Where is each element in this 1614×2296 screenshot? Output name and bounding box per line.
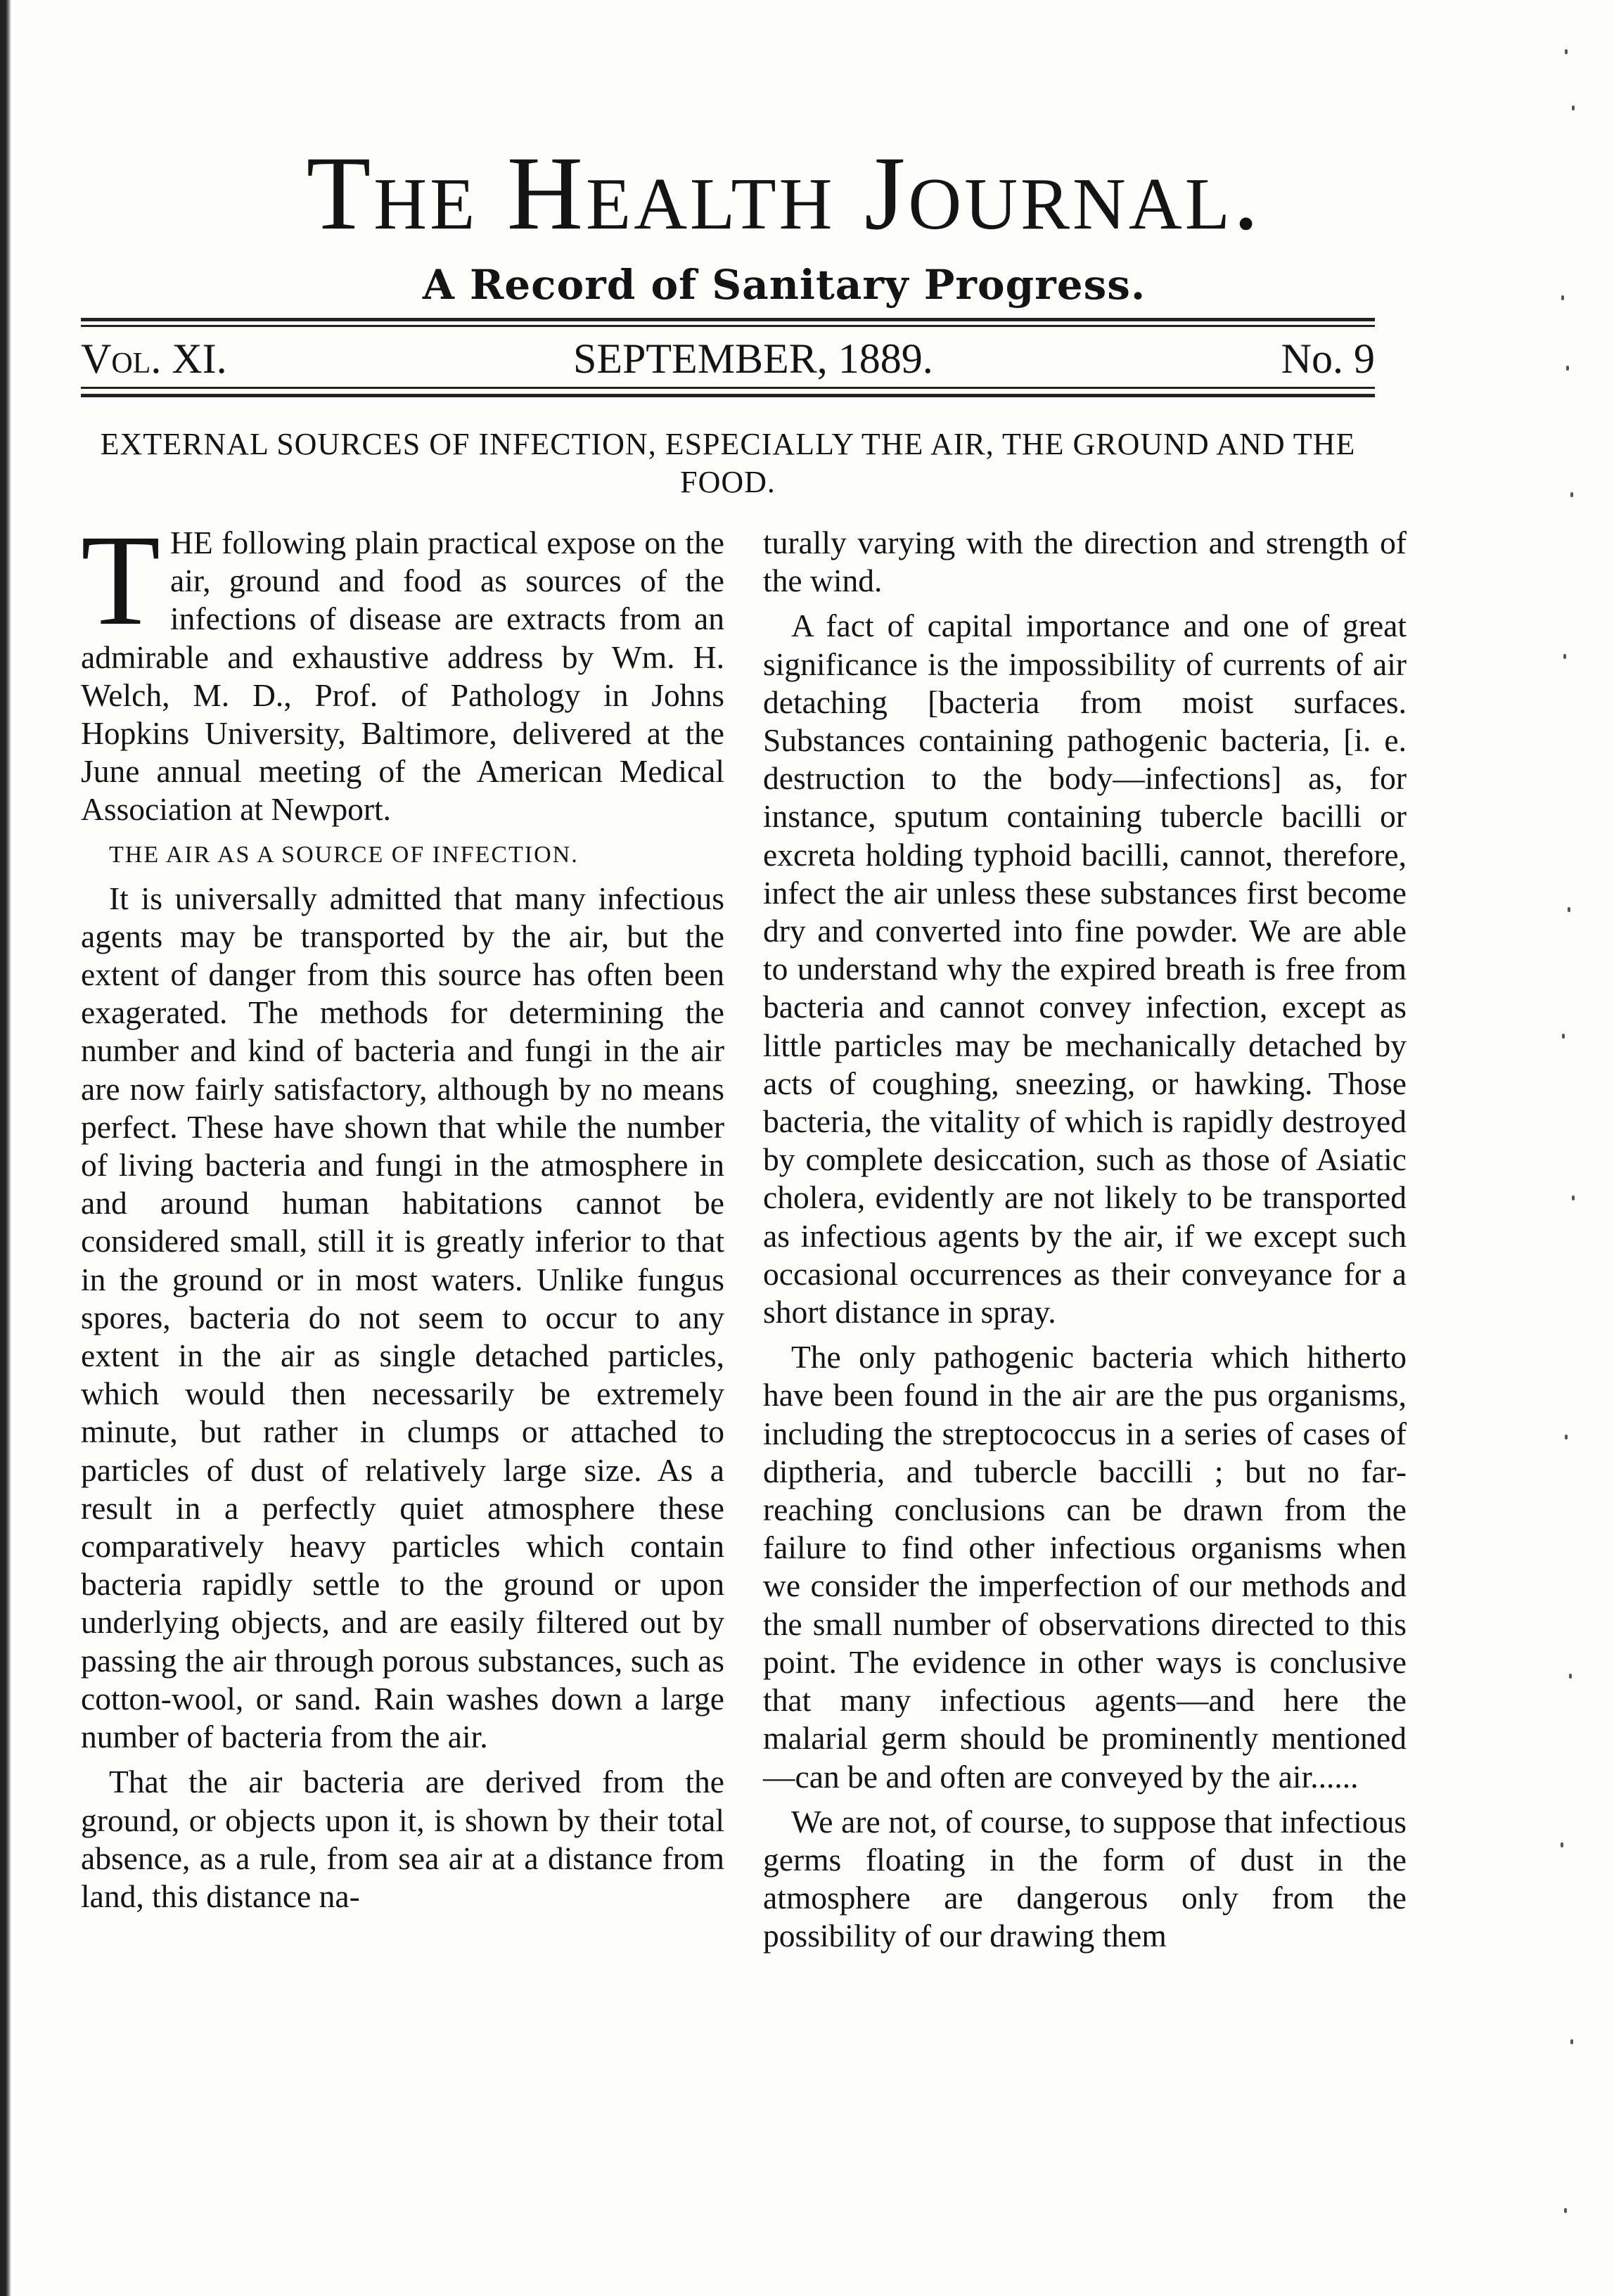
binding-edge: [0, 0, 11, 2296]
dateline-rule-inner: [81, 387, 1375, 389]
left-column: [81, 508, 724, 2212]
section-heading: THE AIR AS A SOURCE OF INFECTION.: [109, 841, 579, 868]
intro-paragraph: [81, 508, 724, 829]
right-column: [763, 524, 1407, 2212]
left-paragraph-1: It is universally admitted that many infectious agents may be transported by the air, but the extent of danger from this source has often been exagerated. The methods for determining the number and kind of bacteria and fungi in the air are now fairly satisfactory, although by no means perfect. These have shown that while the number of living bacteria and fungi in the atmosphere in and around human habitations cannot be considered small, still it is greatly inferior to that in the ground or in most waters. Unlike fungus spores, bacteria do not seem to occur to any extent in the air as single detached particles, which would then necessarily be extremely minute, but rather in clumps or attached to particles of dust of relatively large size. As a result in a perfectly quiet atmosphere these comparatively heavy particles which contain bacteria rapidly settle to the ground or upon underlying objects, and are easily filtered out by passing the air through porous substances, such as cotton-wool, or sand. Rain washes down a large number of bacteria from the air.: [81, 880, 724, 1755]
right-paragraph-4: We are not, of course, to suppose that infectious germs floating in the form of dust in the atmosphere are dangerous only from the possibility of our drawing them: [763, 1803, 1407, 1954]
masthead-rule-top-inner: [81, 325, 1375, 327]
left-paragraph-2: That the air bacteria are derived from the ground, or objects upon it, is shown by their total absence, as a rule, from sea air at a distance from land, this distance na-: [81, 1764, 724, 1914]
right-paragraph-1: turally varying with the direction and strength of the wind.: [763, 525, 1407, 599]
drop-cap: T: [81, 508, 161, 653]
dateline: [81, 334, 1375, 383]
masthead-title: The Health Journal.: [306, 135, 1262, 252]
issue-number: No. 9: [1281, 335, 1375, 382]
intro-text: HE following plain practical expose on the air, ground and food as sources of the infections of disease are extracts from an admirable and exhaustive address by Wm. H. Welch, M. D., Prof. of Pathology in Johns Hopkins University, Baltimore, delivered at the June annual meeting of the American Medical Association at Newport.: [81, 525, 724, 828]
issue-date: SEPTEMBER, 1889.: [573, 335, 933, 382]
right-paragraph-2: A fact of capital importance and one of great significance is the impossibility of currents of air detaching [bacteria from moist surfaces. Substances containing pathogenic bacteria, [i. e. destruction to the body—infections] as, for instance, sputum containing tubercle bacilli or excreta holding typhoid bacilli, cannot, therefore, infect the air unless these substances first become dry and converted into fine powder. We are able to understand why the expired breath is free from bacteria and cannot convey infection, except as little particles may be mechanically detached by acts of coughing, sneezing, or hawking. Those bacteria, the vitality of which is rapidly destroyed by complete desiccation, such as those of Asiatic cholera, evidently are not likely to be transported as infectious agents by the air, if we except such occasional occurrences as their conveyance for a short distance in spray.: [763, 608, 1407, 1330]
dateline-rule-bottom: [81, 394, 1375, 397]
scan-specks: [1558, 0, 1586, 2296]
article-title: EXTERNAL SOURCES OF INFECTION, ESPECIALLY THE AIR, THE GROUND AND THE FOOD.: [100, 427, 1356, 499]
volume-number: Vol. XI.: [81, 335, 227, 382]
masthead-rule-top: [81, 318, 1375, 321]
masthead-subtitle: A Record of Sanitary Progress.: [422, 261, 1146, 309]
right-paragraph-3: The only pathogenic bacteria which hitherto have been found in the air are the pus organisms, including the streptococcus in a series of cases of diptheria, and tubercle baccilli ; but no far-reaching conclusions can be drawn from the failure to find other infectious organisms when we consider the imperfection of our methods and the small number of observations directed to this point. The evidence in other ways is conclusive that many infectious agents—and here the malarial germ should be prominently mentioned—can be and often are conveyed by the air......: [763, 1339, 1407, 1795]
